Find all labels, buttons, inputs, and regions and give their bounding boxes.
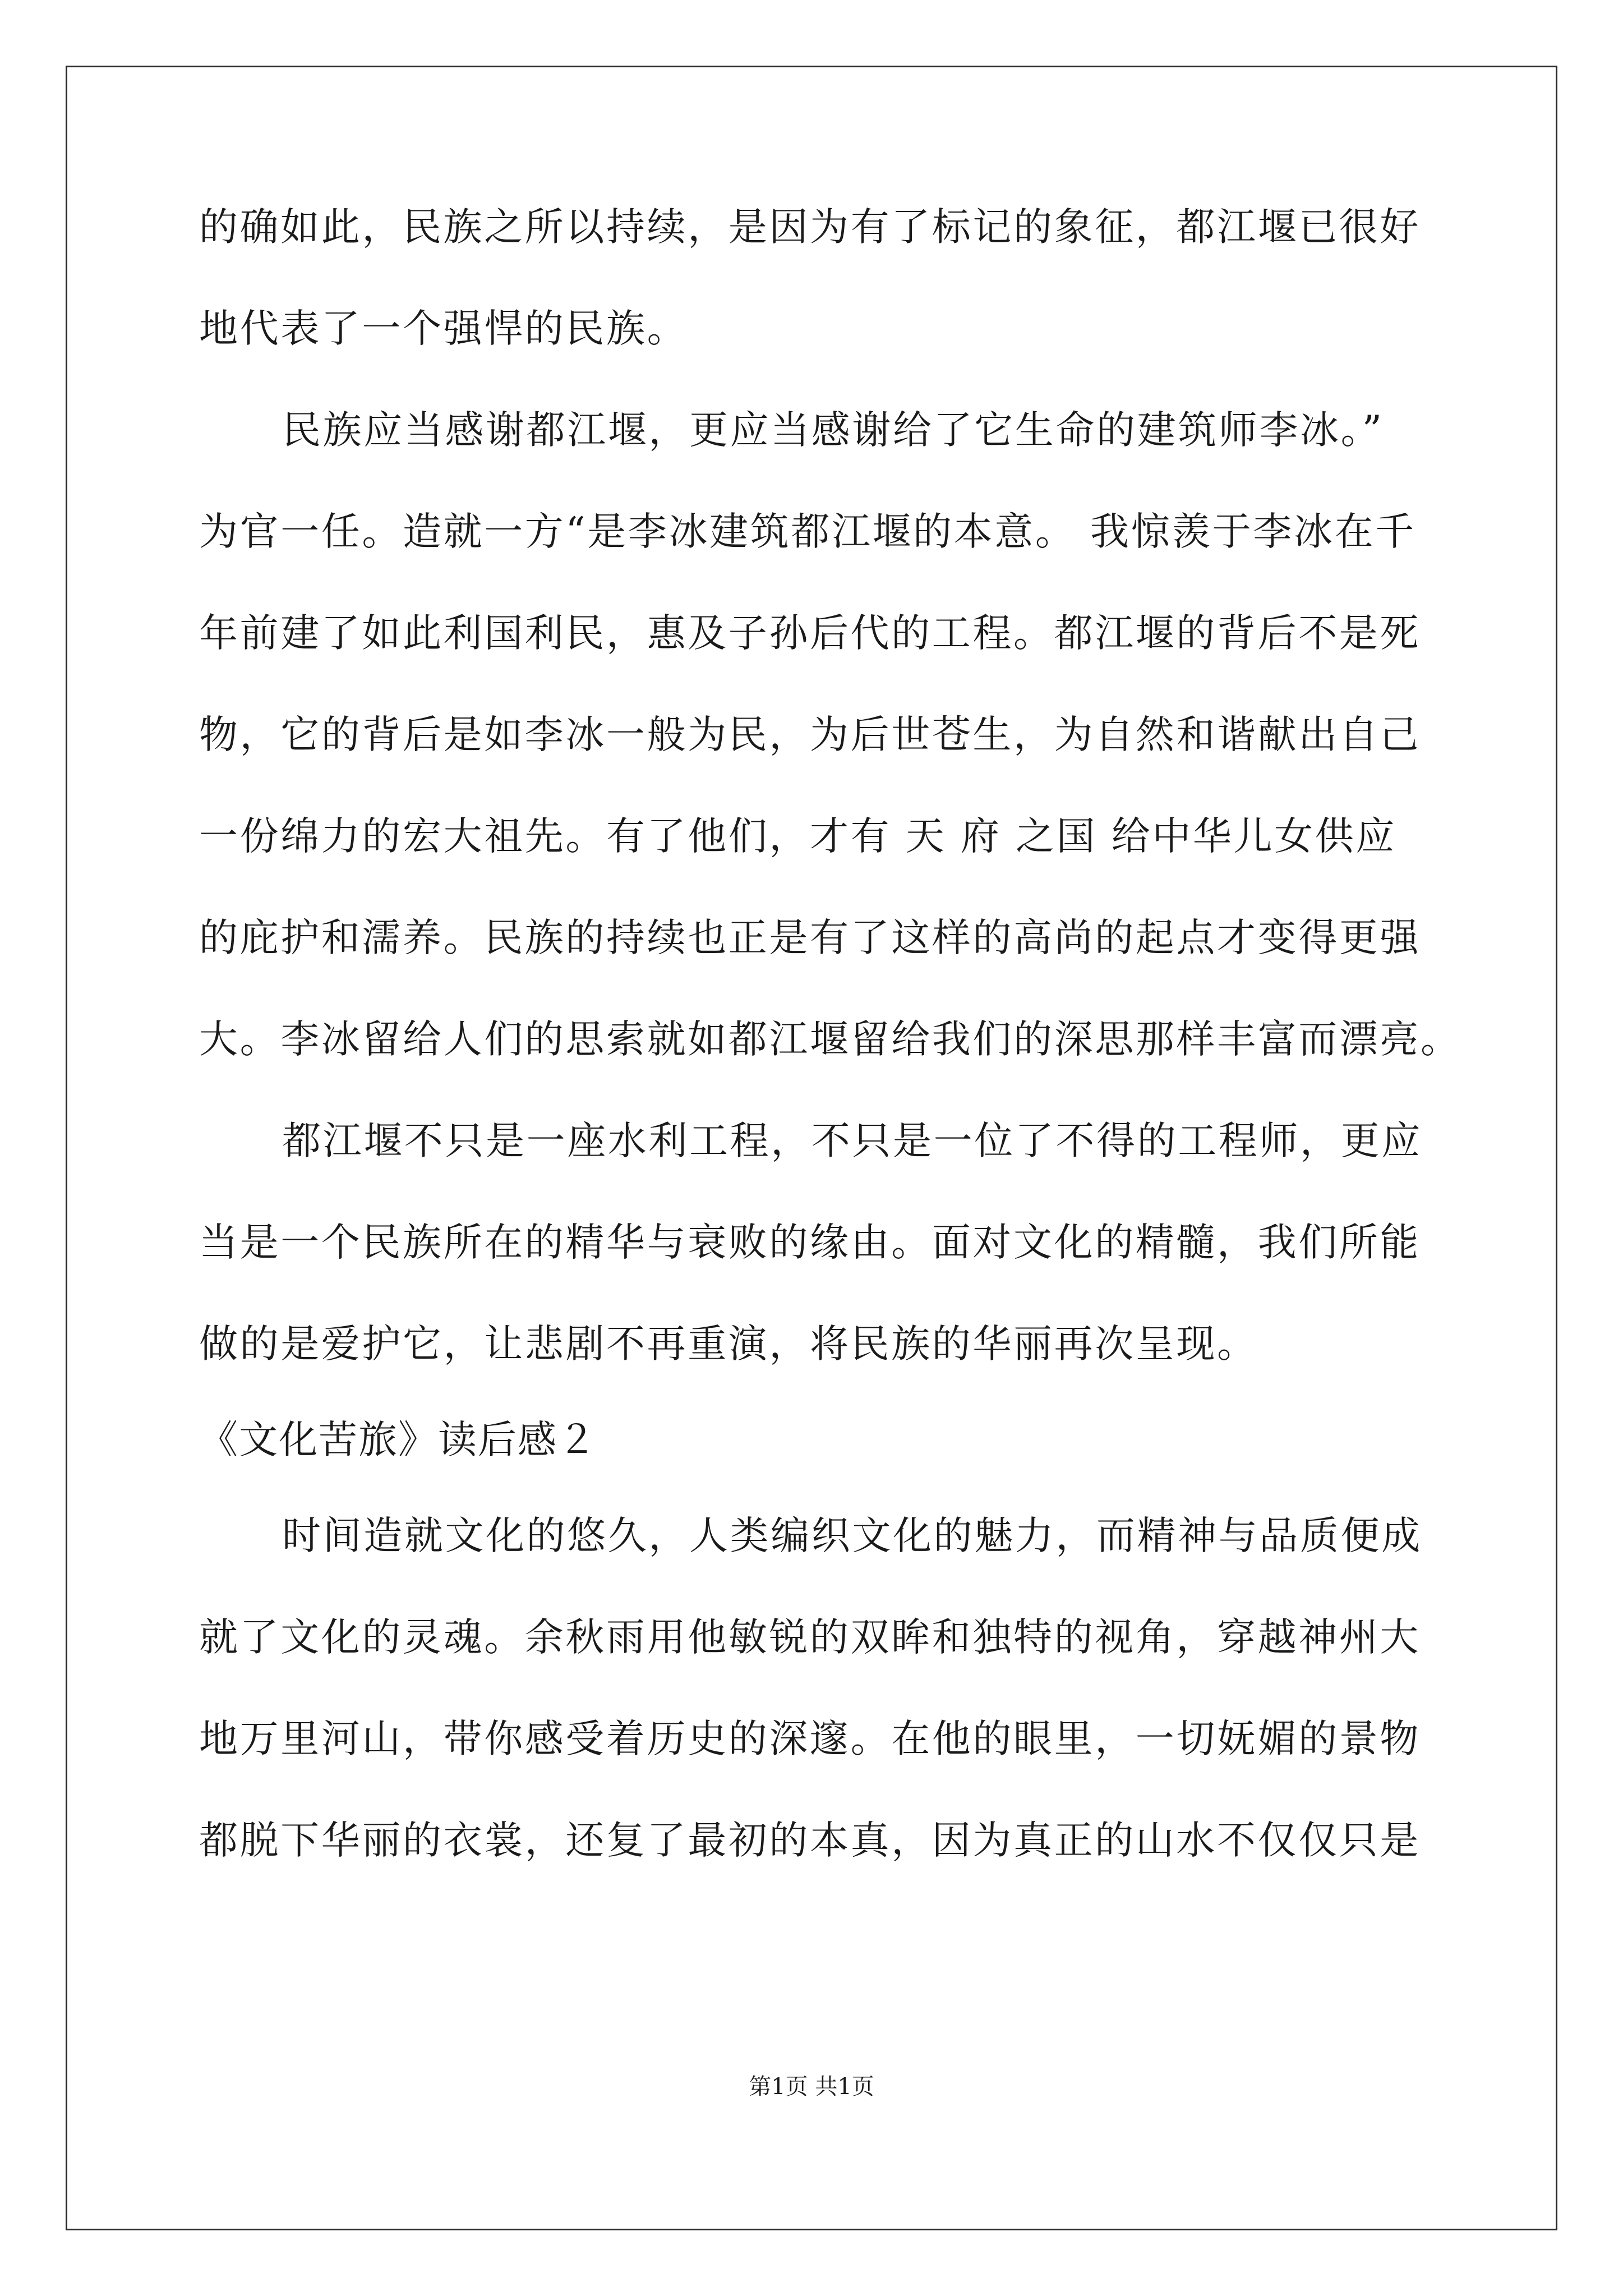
text-line: 民族应当感谢都江堰，更应当感谢给了它生命的建筑师李冰。”: [282, 408, 1384, 453]
text-line: 地万里河山，带你感受着历史的深邃。在他的眼里，一切妩媚的景物: [199, 1717, 1421, 1761]
text-line: 的确如此，民族之所以持续，是因为有了标记的象征，都江堰已很好: [199, 205, 1421, 250]
text-line: 为官一任。造就一方“是李冰建筑都江堰的本意。 我惊羡于李冰在千: [199, 509, 1416, 554]
text-line: 时间造就文化的悠久，人类编织文化的魅力，而精神与品质便成: [282, 1513, 1422, 1558]
text-line: 的庇护和濡养。民族的持续也正是有了这样的高尚的起点才变得更强: [199, 915, 1421, 960]
text-line: 做的是爱护它，让悲剧不再重演，将民族的华丽再次呈现。: [199, 1322, 1258, 1366]
text-line: 大。李冰留给人们的思索就如都江堰留给我们的深思那样丰富而漂亮。: [199, 1017, 1461, 1062]
text-line: 地代表了一个强悍的民族。: [199, 306, 688, 351]
text-line: 当是一个民族所在的精华与衰败的缘由。面对文化的精髓，我们所能: [199, 1220, 1421, 1265]
text-line: 就了文化的灵魂。余秋雨用他敏锐的双眸和独特的视角，穿越神州大: [199, 1615, 1421, 1660]
page-number-footer: 第1页 共1页: [749, 2074, 874, 2100]
text-line: 物，它的背后是如李冰一般为民，为后世苍生，为自然和谐献出自己: [199, 712, 1421, 757]
text-line: 都江堰不只是一座水利工程，不只是一位了不得的工程师，更应: [282, 1119, 1422, 1163]
text-line: 年前建了如此利国利民，惠及子孙后代的工程。都江堰的背后不是死: [199, 611, 1421, 656]
section-heading: 《文化苦旅》读后感２: [199, 1418, 597, 1462]
text-line: 都脱下华丽的衣裳，还复了最初的本真，因为真正的山水不仅仅只是: [199, 1818, 1421, 1863]
text-line: 一份绵力的宏大祖先。有了他们，才有 天 府 之国 给中华儿女供应: [199, 814, 1396, 859]
